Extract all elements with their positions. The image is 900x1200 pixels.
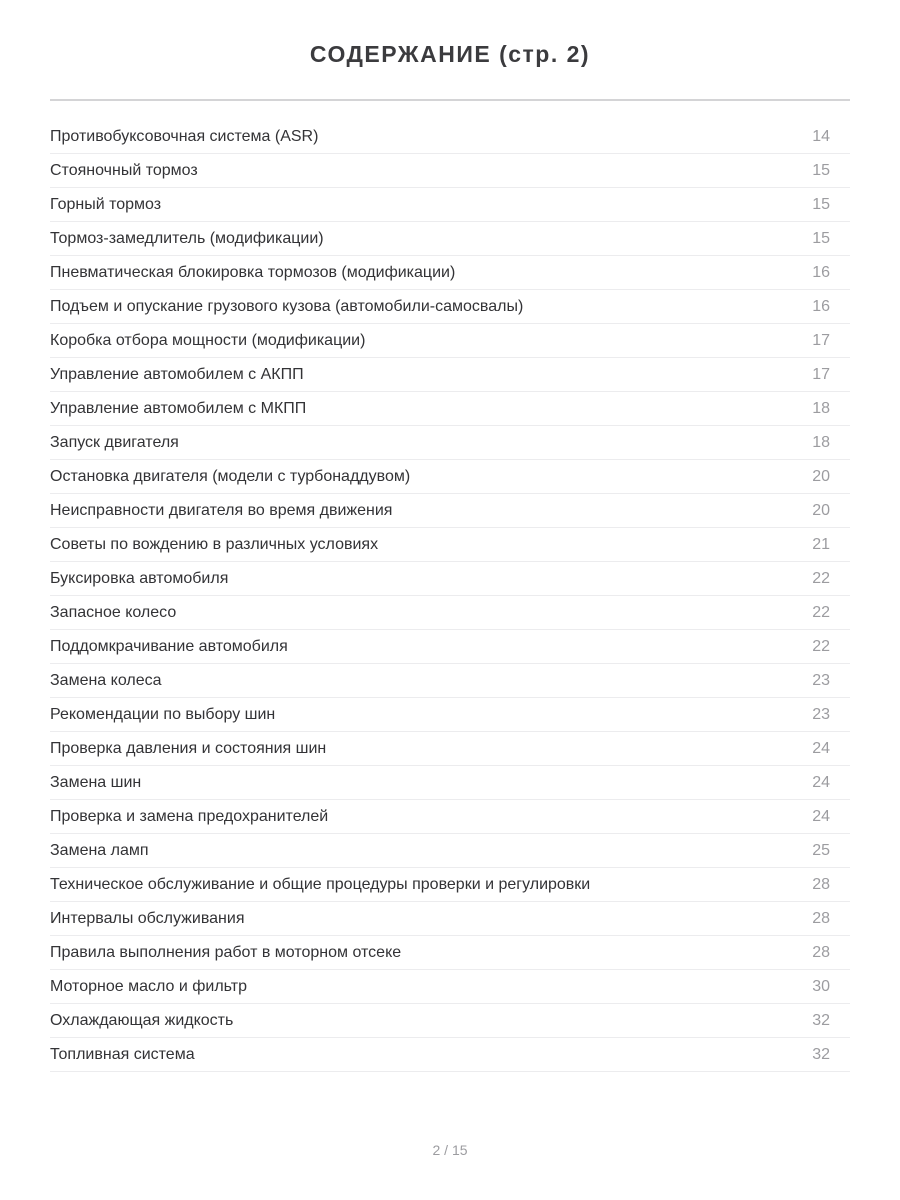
toc-entry-title: Проверка давления и состояния шин bbox=[50, 739, 327, 757]
toc-entry[interactable] bbox=[50, 970, 850, 1004]
toc-entry-page: 22 bbox=[812, 637, 830, 655]
toc-entry-title: Горный тормоз bbox=[50, 195, 162, 213]
toc-entry-title: Моторное масло и фильтр bbox=[50, 977, 247, 995]
toc-entry-title: Запасное колесо bbox=[50, 603, 177, 621]
toc-entry-page: 32 bbox=[812, 1045, 830, 1063]
toc-entry-page: 22 bbox=[812, 603, 830, 621]
toc-entry-title: Советы по вождению в различных условиях bbox=[50, 535, 379, 553]
toc-entry-page: 15 bbox=[812, 161, 830, 179]
toc-entry-page: 17 bbox=[812, 365, 830, 383]
toc-entry-page: 15 bbox=[812, 195, 830, 213]
toc-entry-title: Противобуксовочная система (ASR) bbox=[50, 127, 319, 145]
toc-entry-title: Проверка и замена предохранителей bbox=[50, 807, 329, 825]
toc-entry[interactable] bbox=[50, 120, 850, 154]
toc-entry[interactable] bbox=[50, 834, 850, 868]
toc-entry-title: Пневматическая блокировка тормозов (модификации) bbox=[50, 263, 456, 281]
toc-entry[interactable] bbox=[50, 800, 850, 834]
toc-entry-title: Тормоз-замедлитель (модификации) bbox=[50, 229, 324, 247]
toc-entry-page: 28 bbox=[812, 909, 830, 927]
toc-entry[interactable] bbox=[50, 460, 850, 494]
toc-entry-title: Охлаждающая жидкость bbox=[50, 1011, 234, 1029]
toc-entry-page: 23 bbox=[812, 705, 830, 723]
toc-entry[interactable] bbox=[50, 698, 850, 732]
toc-entry-title: Техническое обслуживание и общие процедуры проверки и регулировки bbox=[50, 875, 591, 893]
toc-entry-title: Топливная система bbox=[50, 1045, 195, 1063]
toc-entry-page: 24 bbox=[812, 773, 830, 791]
toc-entry-page: 30 bbox=[812, 977, 830, 995]
toc-entry-page: 28 bbox=[812, 875, 830, 893]
toc-entry[interactable] bbox=[50, 596, 850, 630]
toc-entry-page: 14 bbox=[812, 127, 830, 145]
toc-entry-page: 18 bbox=[812, 399, 830, 417]
toc-entry-title: Коробка отбора мощности (модификации) bbox=[50, 331, 366, 349]
title-divider bbox=[50, 99, 850, 101]
toc-entry[interactable] bbox=[50, 392, 850, 426]
toc-entry[interactable] bbox=[50, 562, 850, 596]
toc-entry-page: 20 bbox=[812, 501, 830, 519]
toc-entry-page: 20 bbox=[812, 467, 830, 485]
toc-entry-title: Неисправности двигателя во время движения bbox=[50, 501, 393, 519]
toc-entry[interactable] bbox=[50, 868, 850, 902]
toc-entry[interactable] bbox=[50, 154, 850, 188]
toc-entry-page: 32 bbox=[812, 1011, 830, 1029]
toc-entry[interactable] bbox=[50, 664, 850, 698]
toc-entry-title: Рекомендации по выбору шин bbox=[50, 705, 276, 723]
toc-entry[interactable] bbox=[50, 188, 850, 222]
toc-entry-page: 28 bbox=[812, 943, 830, 961]
toc-entry[interactable] bbox=[50, 1004, 850, 1038]
page-title: СОДЕРЖАНИЕ (стр. 2) bbox=[309, 41, 591, 67]
toc-entry-title: Управление автомобилем с АКПП bbox=[50, 365, 304, 383]
toc-entry[interactable] bbox=[50, 1038, 850, 1072]
toc-entry[interactable] bbox=[50, 494, 850, 528]
toc-entry-page: 18 bbox=[812, 433, 830, 451]
toc-entry-title: Замена ламп bbox=[50, 841, 149, 859]
toc-list bbox=[50, 120, 850, 1072]
toc-entry[interactable] bbox=[50, 528, 850, 562]
toc-entry-page: 24 bbox=[812, 739, 830, 757]
toc-entry-title: Запуск двигателя bbox=[50, 433, 179, 451]
toc-entry-title: Стояночный тормоз bbox=[50, 161, 198, 179]
toc-entry-title: Остановка двигателя (модели с турбонаддувом) bbox=[50, 467, 411, 485]
toc-entry[interactable] bbox=[50, 290, 850, 324]
toc-entry-title: Замена шин bbox=[50, 773, 142, 791]
toc-entry-title: Поддомкрачивание автомобиля bbox=[50, 637, 288, 655]
toc-entry[interactable] bbox=[50, 902, 850, 936]
toc-entry-title: Буксировка автомобиля bbox=[50, 569, 229, 587]
toc-entry-page: 17 bbox=[812, 331, 830, 349]
toc-entry-page: 25 bbox=[812, 841, 830, 859]
toc-entry-title: Интервалы обслуживания bbox=[50, 909, 245, 927]
page-indicator: 2 / 15 bbox=[432, 1142, 468, 1158]
toc-entry[interactable] bbox=[50, 222, 850, 256]
toc-entry-title: Подъем и опускание грузового кузова (автомобили-самосвалы) bbox=[50, 297, 524, 315]
toc-entry[interactable] bbox=[50, 766, 850, 800]
toc-entry[interactable] bbox=[50, 256, 850, 290]
toc-entry[interactable] bbox=[50, 358, 850, 392]
toc-entry-page: 22 bbox=[812, 569, 830, 587]
toc-entry[interactable] bbox=[50, 732, 850, 766]
toc-entry-page: 16 bbox=[812, 297, 830, 315]
toc-entry-title: Правила выполнения работ в моторном отсеке bbox=[50, 943, 402, 961]
toc-entry-page: 24 bbox=[812, 807, 830, 825]
toc-entry[interactable] bbox=[50, 426, 850, 460]
toc-entry-title: Замена колеса bbox=[50, 671, 162, 689]
toc-entry-page: 23 bbox=[812, 671, 830, 689]
toc-entry-page: 21 bbox=[812, 535, 830, 553]
toc-entry[interactable] bbox=[50, 936, 850, 970]
toc-entry-title: Управление автомобилем с МКПП bbox=[50, 399, 307, 417]
toc-entry-page: 16 bbox=[812, 263, 830, 281]
toc-entry[interactable] bbox=[50, 324, 850, 358]
toc-entry-page: 15 bbox=[812, 229, 830, 247]
toc-entry[interactable] bbox=[50, 630, 850, 664]
